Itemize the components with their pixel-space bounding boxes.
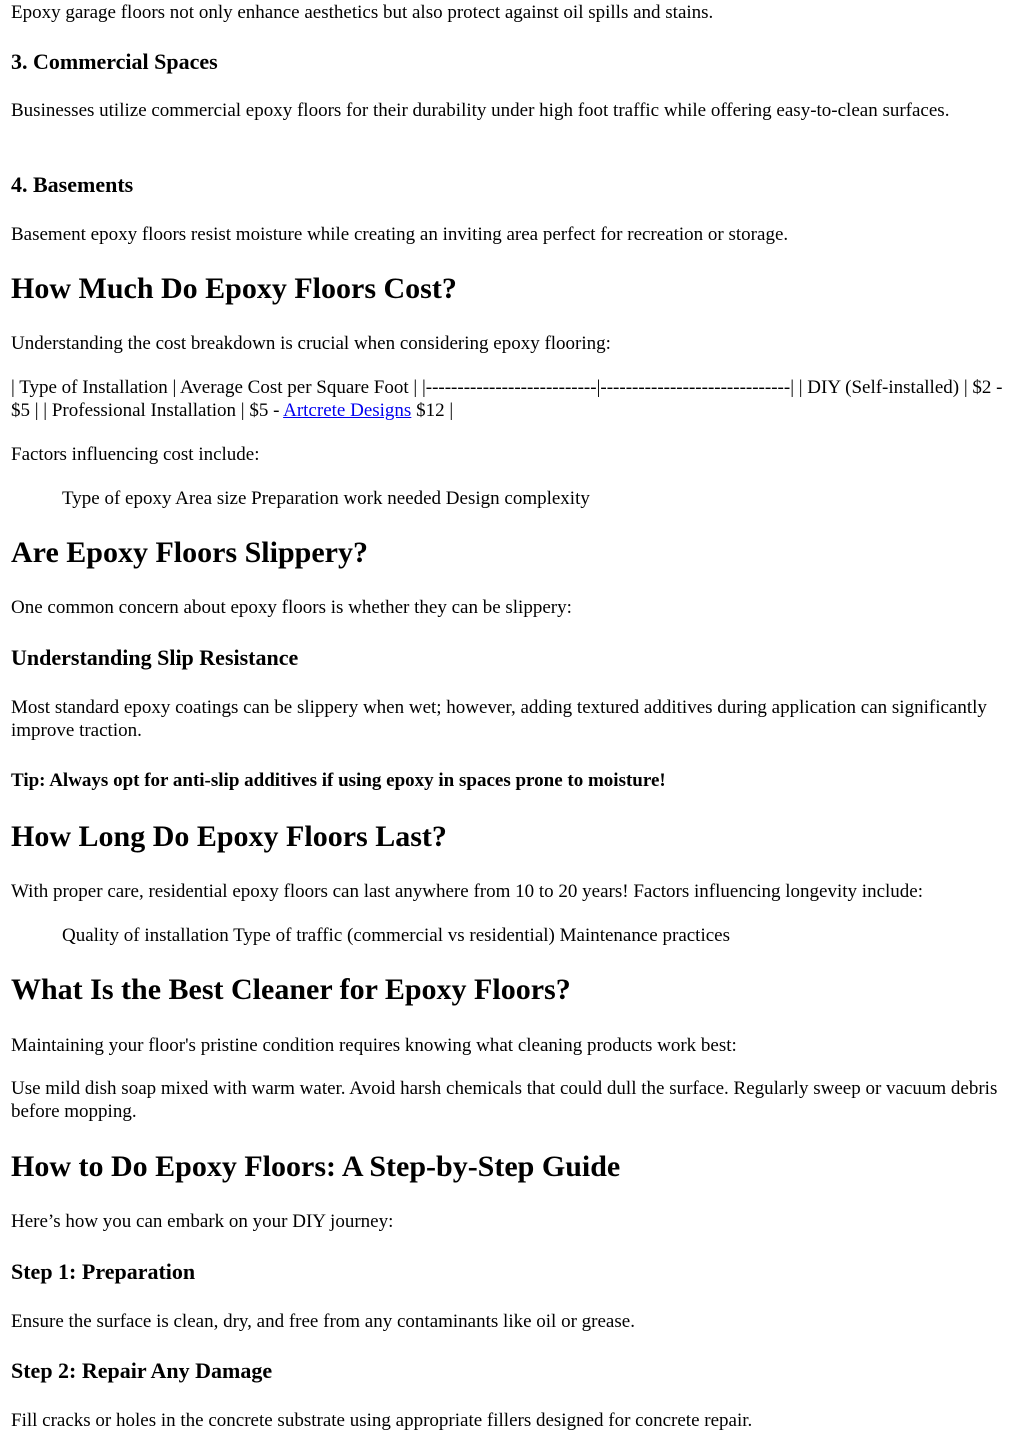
step2-heading: Step 2: Repair Any Damage: [11, 1358, 273, 1383]
cost-table-text-before: | Type of Installation | Average Cost per Square Foot | |---------------------------|------------------------------| | DIY (Self-installed) | $2 - $5 | | Professional Installation | $5 -: [11, 377, 1003, 421]
step1-heading: Step 1: Preparation: [11, 1259, 196, 1284]
slip-tip: Tip: Always opt for anti-slip additives if using epoxy in spaces prone to moisture!: [11, 770, 666, 791]
slippery-intro: One common concern about epoxy floors is whether they can be slippery:: [11, 597, 572, 618]
cost-heading: How Much Do Epoxy Floors Cost?: [11, 272, 457, 305]
commercial-heading: 3. Commercial Spaces: [11, 49, 218, 74]
garage-paragraph: Epoxy garage floors not only enhance aesthetics but also protect against oil spills and stains.: [11, 2, 714, 23]
basements-heading: 4. Basements: [11, 172, 134, 197]
basements-paragraph: Basement epoxy floors resist moisture while creating an inviting area perfect for recreation or storage.: [11, 224, 789, 245]
slip-resistance-paragraph: Most standard epoxy coatings can be slippery when wet; however, adding textured additives during application can significantly improve traction.: [11, 697, 987, 741]
commercial-paragraph: Businesses utilize commercial epoxy floors for their durability under high foot traffic while offering easy-to-clean surfaces.: [11, 100, 950, 121]
artcrete-designs-link[interactable]: Artcrete Designs: [283, 400, 412, 421]
cost-table-text: [11, 376, 1013, 422]
cost-intro: Understanding the cost breakdown is crucial when considering epoxy flooring:: [11, 333, 611, 354]
slippery-heading: Are Epoxy Floors Slippery?: [11, 536, 368, 569]
guide-intro: Here’s how you can embark on your DIY journey:: [11, 1211, 394, 1232]
cleaner-heading: What Is the Best Cleaner for Epoxy Floors?: [11, 973, 571, 1006]
guide-heading: How to Do Epoxy Floors: A Step-by-Step Guide: [11, 1150, 621, 1183]
slip-resistance-heading: Understanding Slip Resistance: [11, 645, 299, 670]
cleaner-intro: Maintaining your floor's pristine condition requires knowing what cleaning products work best:: [11, 1035, 737, 1056]
cost-factors-intro: Factors influencing cost include:: [11, 444, 260, 465]
longevity-factors-list: Quality of installation Type of traffic (commercial vs residential) Maintenance practices: [62, 925, 730, 946]
longevity-heading: How Long Do Epoxy Floors Last?: [11, 820, 447, 853]
step2-paragraph: Fill cracks or holes in the concrete substrate using appropriate fillers designed for concrete repair.: [11, 1410, 753, 1431]
cost-factors-list: Type of epoxy Area size Preparation work needed Design complexity: [62, 488, 590, 509]
cost-table-text-after: $12 |: [411, 400, 454, 421]
cleaner-paragraph: Use mild dish soap mixed with warm water. Avoid harsh chemicals that could dull the surface. Regularly sweep or vacuum debris before mopping.: [11, 1078, 998, 1122]
step1-paragraph: Ensure the surface is clean, dry, and free from any contaminants like oil or grease.: [11, 1311, 635, 1332]
longevity-paragraph: With proper care, residential epoxy floors can last anywhere from 10 to 20 years! Factors influencing longevity include:: [11, 881, 923, 902]
